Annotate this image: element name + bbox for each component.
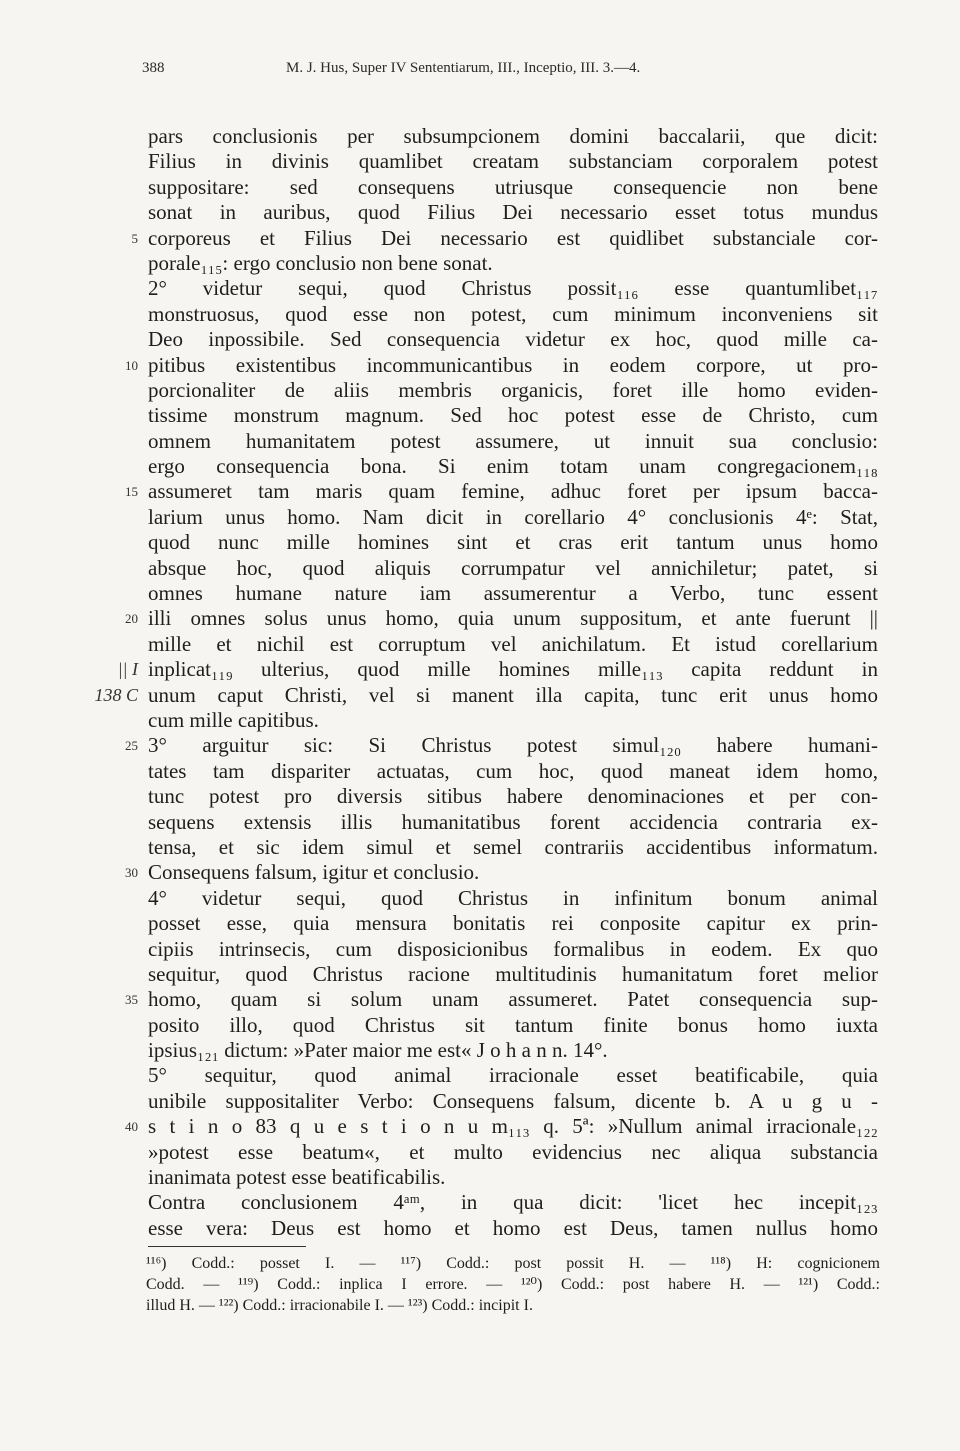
text-line bbox=[148, 403, 878, 428]
text-line bbox=[117, 657, 878, 682]
text-line bbox=[148, 1038, 878, 1063]
text-line bbox=[125, 352, 878, 378]
margin-note: 138 C bbox=[94, 684, 138, 705]
line-text: posito illo, quod Christus sit tantum finite bonus homo iuxta bbox=[148, 1012, 878, 1037]
line-text: posset esse, quia mensura bonitatis rei conposite capitur ex prin- bbox=[148, 911, 878, 936]
line-text: cipiis intrinsecis, cum disposicionibus formalibus in eodem. Ex quo bbox=[148, 936, 878, 961]
line-text: inplicat₁₁₉ ulterius, quod mille homines mille₁₁₃ capita reddunt in bbox=[148, 657, 878, 682]
text-line bbox=[148, 505, 878, 530]
text-line bbox=[125, 987, 878, 1012]
line-text: Filius in divinis quamlibet creatam substanciam corporalem potest bbox=[148, 149, 878, 174]
line-text: inanimata potest esse beatificabilis. bbox=[148, 1165, 446, 1190]
text-line bbox=[148, 810, 878, 835]
text-line bbox=[148, 1140, 878, 1165]
margin-note: 20 bbox=[125, 611, 138, 627]
text-line bbox=[148, 556, 878, 581]
line-text: tensa, et sic idem simul et semel contrariis accidentibus informatum. bbox=[148, 834, 878, 859]
text-line bbox=[148, 886, 878, 911]
line-text: porcionaliter de aliis membris organicis, foret ille homo eviden- bbox=[148, 377, 878, 402]
text-line bbox=[125, 606, 878, 631]
line-text: omnes humane nature iam assumerentur a Verbo, tunc essent bbox=[148, 581, 878, 606]
line-text: omnem humanitatem potest assumere, ut innuit sua conclusio: bbox=[148, 428, 878, 453]
line-text: corporeus et Filius Dei necessario est quidlibet substanciale cor- bbox=[148, 225, 878, 250]
text-line bbox=[148, 378, 878, 403]
text-line bbox=[148, 1013, 878, 1038]
text-line bbox=[148, 454, 878, 479]
line-text: assumeret tam maris quam femine, adhuc foret per ipsum bacca- bbox=[148, 479, 878, 504]
text-line bbox=[148, 429, 878, 454]
text-line bbox=[148, 708, 878, 733]
line-text: tissime monstrum magnum. Sed hoc potest esse de Christo, cum bbox=[148, 403, 878, 428]
text-line bbox=[148, 302, 878, 327]
text-line bbox=[148, 149, 878, 174]
footnote-divider bbox=[148, 1246, 306, 1247]
line-text: Deo inpossibile. Sed consequencia videtur ex hoc, quod mille ca- bbox=[148, 327, 878, 352]
line-text: s t i n o 83 q u e s t i o n u m₁₁₃ q. 5ª: »Nullum animal irracionale₁₂₂ bbox=[148, 1114, 878, 1139]
line-text: tunc potest pro diversis sitibus habere denominaciones et per con- bbox=[148, 784, 878, 809]
text-line bbox=[125, 860, 878, 885]
margin-note: || I bbox=[117, 659, 138, 680]
text-line bbox=[131, 225, 878, 251]
line-text: quod nunc mille homines sint et cras erit tantum unus homo bbox=[148, 530, 878, 555]
text-line bbox=[148, 1063, 878, 1088]
margin-note: 30 bbox=[125, 865, 138, 881]
line-text: sonat in auribus, quod Filius Dei necessario esset totus mundus bbox=[148, 200, 878, 225]
main-text bbox=[94, 124, 878, 1241]
line-text: esse vera: Deus est homo et homo est Deus, tamen nullus homo bbox=[148, 1215, 878, 1240]
text-line bbox=[148, 251, 878, 276]
line-text: sequens extensis illis humanitatibus forent accidencia contraria ex- bbox=[148, 809, 878, 834]
text-line bbox=[148, 200, 878, 225]
text-line bbox=[148, 175, 878, 200]
line-text: 5° sequitur, quod animal irracionale esset beatificabile, quia bbox=[148, 1063, 878, 1088]
line-text: ergo consequencia bona. Si enim totam unam congregacionem₁₁₈ bbox=[148, 454, 878, 479]
line-text: sequitur, quod Christus racione multitudinis humanitatum foret melior bbox=[148, 961, 878, 986]
text-line bbox=[148, 530, 878, 555]
line-text: 2° videtur sequi, quod Christus possit₁₁₆ esse quantumlibet₁₁₇ bbox=[148, 276, 878, 301]
line-text: suppositare: sed consequens utriusque consequencie non bene bbox=[148, 174, 878, 199]
margin-note: 15 bbox=[125, 484, 138, 500]
line-text: 3° arguitur sic: Si Christus potest simul₁₂₀ habere humani- bbox=[148, 733, 878, 758]
text-line bbox=[148, 1089, 878, 1114]
page-number: 388 bbox=[142, 60, 165, 76]
text-line bbox=[148, 124, 878, 149]
line-text: absque hoc, quod aliquis corrumpatur vel annichiletur; patet, si bbox=[148, 555, 878, 580]
line-text: mille et nichil est corruptum vel anichilatum. Et istud corellarium bbox=[148, 631, 878, 656]
text-line bbox=[148, 1165, 878, 1190]
text-line bbox=[148, 911, 878, 936]
text-line bbox=[94, 682, 878, 708]
text-line bbox=[125, 479, 878, 504]
line-text: pars conclusionis per subsumpcionem domini baccalarii, que dicit: bbox=[148, 124, 878, 148]
text-line bbox=[148, 327, 878, 352]
footnote-line: ¹¹⁶) Codd.: posset I. — ¹¹⁷) Codd.: post possit H. — ¹¹⁸) H: cognicionem bbox=[146, 1255, 880, 1272]
line-text: cum mille capitibus. bbox=[148, 707, 319, 732]
line-text: tates tam dispariter actuatas, cum hoc, quod maneat idem homo, bbox=[148, 758, 878, 783]
text-line bbox=[148, 937, 878, 962]
text-line bbox=[148, 1190, 878, 1215]
running-title: M. J. Hus, Super IV Sententiarum, III., Inceptio, III. 3.—4. bbox=[286, 60, 641, 76]
line-text: homo, quam si solum unam assumeret. Patet consequencia sup- bbox=[148, 987, 878, 1012]
line-text: pitibus existentibus incommunicantibus in eodem corpore, ut pro- bbox=[148, 352, 878, 377]
text-line bbox=[125, 733, 878, 758]
line-text: Consequens falsum, igitur et conclusio. bbox=[148, 860, 480, 885]
footnote-line: Codd. — ¹¹⁹) Codd.: inplica I errore. — ¹²⁰) Codd.: post habere H. — ¹²¹) Codd.: bbox=[146, 1276, 880, 1293]
text-line bbox=[148, 784, 878, 809]
text-line bbox=[148, 581, 878, 606]
footnotes bbox=[146, 1253, 880, 1316]
line-text: porale₁₁₅: ergo conclusio non bene sonat. bbox=[148, 250, 493, 275]
text-line bbox=[148, 632, 878, 657]
text-line bbox=[148, 759, 878, 784]
text-line bbox=[125, 1114, 878, 1139]
margin-note: 10 bbox=[125, 357, 138, 373]
text-line bbox=[148, 276, 878, 301]
margin-note: 40 bbox=[125, 1119, 138, 1135]
line-text: Contra conclusionem 4ᵃᵐ, in qua dicit: 'licet hec incepit₁₂₃ bbox=[148, 1190, 878, 1215]
text-line bbox=[148, 1216, 878, 1241]
line-text: monstruosus, quod esse non potest, cum minimum inconveniens sit bbox=[148, 301, 878, 326]
margin-note: 25 bbox=[125, 738, 138, 754]
line-text: unum caput Christi, vel si manent illa capita, tunc erit unus homo bbox=[148, 682, 878, 707]
line-text: unibile suppositaliter Verbo: Consequens falsum, dicente b. A u g u - bbox=[148, 1088, 878, 1113]
line-text: »potest esse beatum«, et multo evidencius nec aliqua substancia bbox=[148, 1139, 878, 1164]
text-line bbox=[148, 835, 878, 860]
text-line bbox=[148, 962, 878, 987]
line-text: larium unus homo. Nam dicit in corellario 4° conclusionis 4ᵉ: Stat, bbox=[148, 504, 878, 529]
margin-note: 35 bbox=[125, 992, 138, 1008]
margin-note: 5 bbox=[131, 230, 138, 246]
line-text: 4° videtur sequi, quod Christus in infinitum bonum animal bbox=[148, 885, 878, 910]
line-text: illi omnes solus unus homo, quia unum suppositum, et ante fuerunt || bbox=[148, 606, 878, 631]
footnote-line: illud H. — ¹²²) Codd.: irracionabile I. — ¹²³) Codd.: incipit I. bbox=[146, 1297, 533, 1314]
line-text: ipsius₁₂₁ dictum: »Pater maior me est« J o h a n n. 14°. bbox=[148, 1038, 608, 1063]
